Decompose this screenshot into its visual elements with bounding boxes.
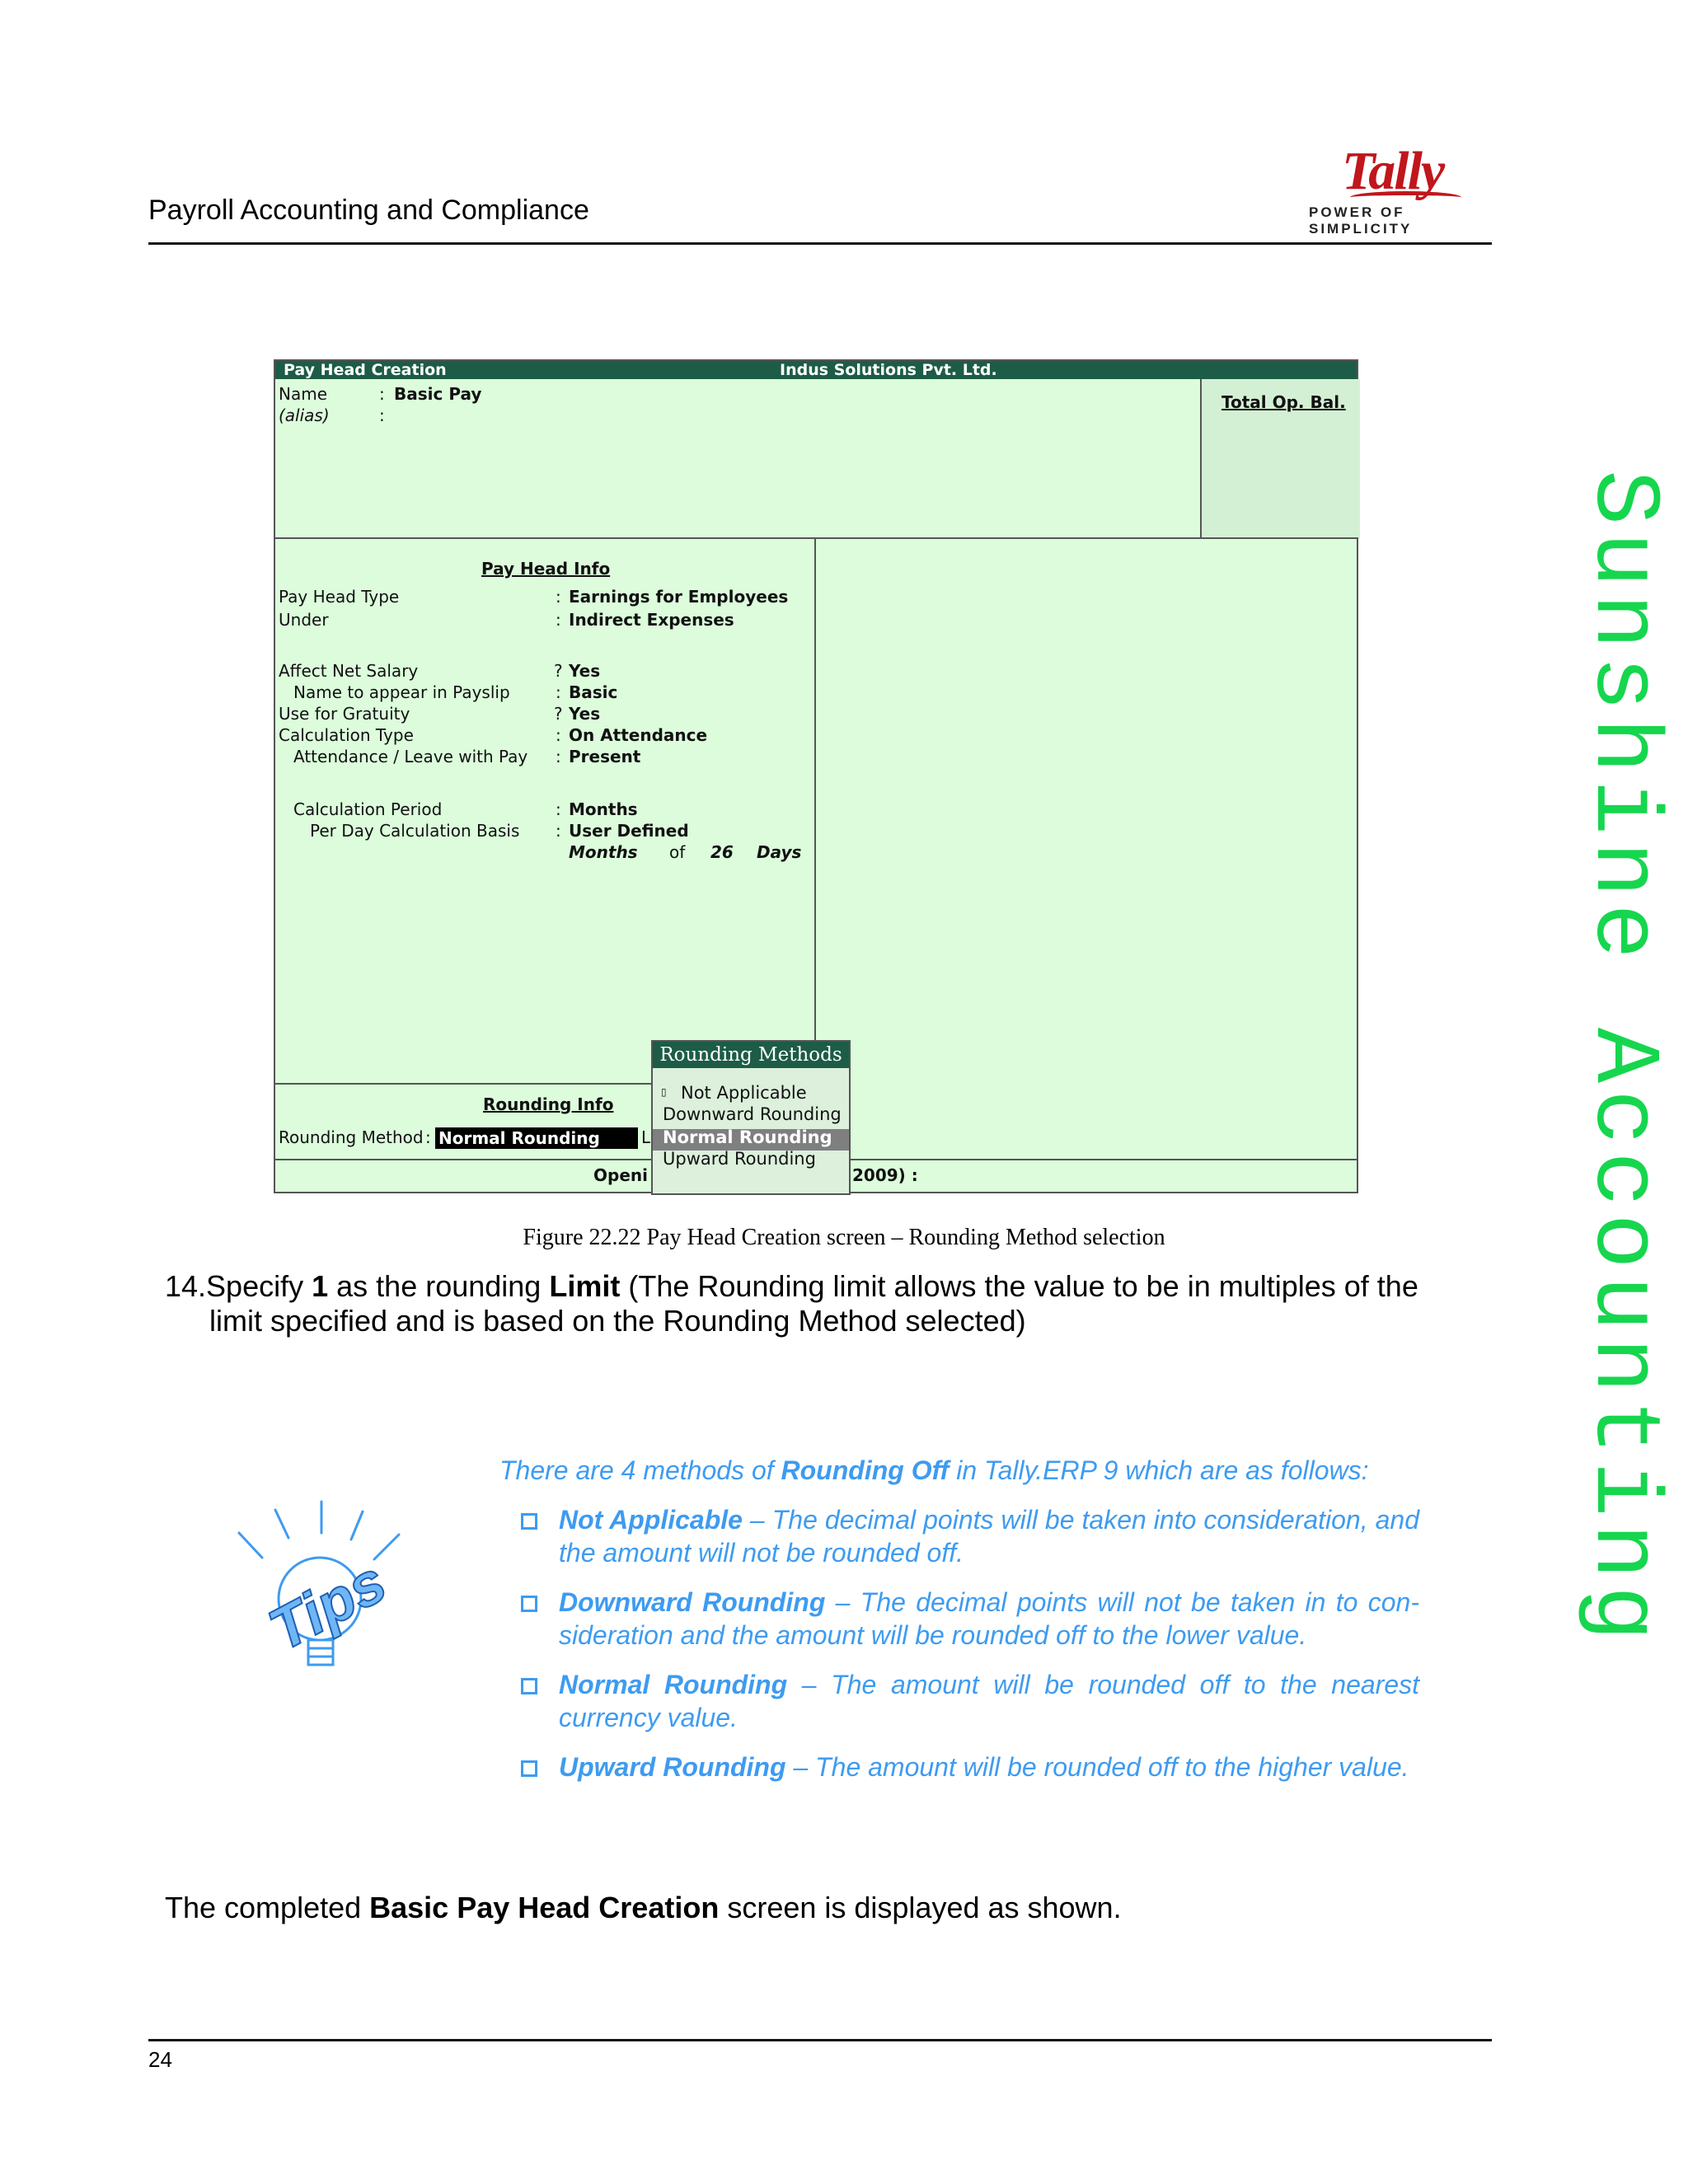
divider-top	[275, 537, 1358, 539]
total-op-bal-label: Total Op. Bal.	[1221, 392, 1346, 412]
field-value[interactable]: Earnings for Employees	[569, 587, 789, 607]
step-text: as the rounding	[328, 1269, 550, 1303]
closing-paragraph	[165, 1891, 1122, 1925]
field-sep: :	[556, 725, 561, 745]
tip-title: Downward Rounding	[559, 1587, 826, 1617]
tips-label: Tips	[258, 1549, 397, 1664]
square-bullet-icon	[521, 1760, 537, 1777]
step-text: Specify	[206, 1269, 312, 1303]
step-text: (The Rounding limit allows the value to be in multiples of the	[620, 1269, 1418, 1303]
alias-colon: :	[379, 405, 385, 425]
rounding-method-colon: :	[425, 1127, 431, 1147]
field-label: Affect Net Salary	[279, 661, 419, 681]
field-value[interactable]: Basic	[569, 682, 618, 702]
closing-text: The completed	[165, 1891, 370, 1924]
pay-head-info-heading: Pay Head Info	[481, 559, 611, 579]
tip-item	[559, 1586, 1419, 1652]
figure-caption: Figure 22.22 Pay Head Creation screen – Rounding Method selection	[523, 1225, 1165, 1250]
square-bullet-icon	[521, 1678, 537, 1694]
popup-marker-icon: ▯	[661, 1086, 667, 1098]
field-label: Name to appear in Payslip	[293, 682, 510, 702]
total-op-bal-panel	[1200, 379, 1360, 539]
step-bold-value: 1	[312, 1269, 329, 1303]
opening-balance-label: Openi	[593, 1165, 648, 1185]
days-label: Days	[757, 842, 802, 862]
field-label: Per Day Calculation Basis	[310, 821, 520, 841]
popup-item-downward-rounding[interactable]: Downward Rounding	[663, 1104, 842, 1124]
closing-bold: Basic Pay Head Creation	[369, 1891, 720, 1924]
divider-middle	[814, 537, 816, 1085]
tip-title: Normal Rounding	[559, 1670, 788, 1699]
step-bold-term: Limit	[549, 1269, 621, 1303]
days-value[interactable]: 26	[710, 842, 734, 862]
tip-text: – The decimal points will be taken into consideration, and the amount will not be rounded off.	[559, 1505, 1420, 1568]
tip-item	[559, 1503, 1419, 1569]
rounding-method-label: Rounding Method	[279, 1127, 424, 1147]
opening-balance-date: 2009) :	[852, 1165, 918, 1185]
step-continuation: limit specified and is based on the Rounding Method selected)	[209, 1304, 1026, 1338]
limit-label-fragment: L	[641, 1127, 651, 1147]
name-value[interactable]: Basic Pay	[394, 384, 482, 404]
header-rule	[148, 242, 1492, 245]
field-sep: :	[556, 610, 561, 630]
watermark: Sunshine Accounting	[1570, 470, 1675, 1648]
tips-intro-text: There are 4 methods of	[499, 1455, 781, 1485]
field-value[interactable]: Yes	[569, 661, 601, 681]
of-label: of	[669, 842, 686, 862]
field-label: Pay Head Type	[279, 587, 400, 607]
tip-item	[559, 1750, 1419, 1783]
field-value[interactable]: Present	[569, 747, 641, 766]
field-sep: ?	[554, 704, 563, 724]
field-value[interactable]: User Defined	[569, 821, 689, 841]
field-value[interactable]: Months	[569, 799, 638, 819]
divider-rounding	[275, 1083, 651, 1085]
field-sep: :	[556, 747, 561, 766]
tip-text: – The decimal points will not be taken in to con-sideration and the amount will be rounded off to the lower value.	[559, 1587, 1420, 1650]
rounding-info-heading: Rounding Info	[483, 1094, 614, 1114]
name-label: Name	[279, 384, 328, 404]
popup-item-not-applicable[interactable]: Not Applicable	[681, 1083, 807, 1103]
pay-head-creation-screen	[274, 359, 1358, 1193]
field-label: Use for Gratuity	[279, 704, 410, 724]
tips-intro-text: in Tally.ERP 9 which are as follows:	[949, 1455, 1369, 1485]
tips-lightbulb-icon	[223, 1492, 420, 1690]
field-value[interactable]: On Attendance	[569, 725, 708, 745]
tip-text: – The amount will be rounded off to the higher value.	[785, 1752, 1409, 1782]
field-sep: :	[556, 799, 561, 819]
rounding-methods-popup	[651, 1040, 851, 1195]
footer-rule	[148, 2039, 1492, 2041]
alias-label: (alias)	[279, 405, 330, 425]
field-sep: :	[556, 587, 561, 607]
step-number: 14.	[165, 1269, 207, 1303]
popup-title: Rounding Methods	[653, 1042, 849, 1068]
square-bullet-icon	[521, 1513, 537, 1530]
company-name: Indus Solutions Pvt. Ltd.	[780, 361, 997, 379]
tips-intro-bold: Rounding Off	[781, 1455, 950, 1485]
closing-text: screen is displayed as shown.	[719, 1891, 1122, 1924]
popup-item-upward-rounding[interactable]: Upward Rounding	[663, 1149, 816, 1169]
field-sep: ?	[554, 661, 563, 681]
square-bullet-icon	[521, 1596, 537, 1612]
field-label: Calculation Type	[279, 725, 414, 745]
tip-item	[559, 1668, 1419, 1734]
field-value[interactable]: Indirect Expenses	[569, 610, 734, 630]
logo-swoosh	[1350, 191, 1461, 204]
tally-logo	[1309, 140, 1498, 237]
step-instruction	[165, 1269, 1467, 1304]
field-sep: :	[556, 821, 561, 841]
popup-item-normal-rounding[interactable]: Normal Rounding	[663, 1127, 832, 1147]
running-header-title: Payroll Accounting and Compliance	[148, 194, 589, 226]
tip-title: Upward Rounding	[559, 1752, 786, 1782]
months-label: Months	[569, 842, 638, 862]
screen-title-bar	[275, 361, 1357, 379]
screen-title: Pay Head Creation	[284, 361, 447, 379]
field-value[interactable]: Yes	[569, 704, 601, 724]
tip-title: Not Applicable	[559, 1505, 743, 1535]
field-label: Calculation Period	[293, 799, 443, 819]
logo-tagline: POWER OF SIMPLICITY	[1309, 204, 1413, 237]
field-label: Under	[279, 610, 329, 630]
field-label: Attendance / Leave with Pay	[293, 747, 528, 766]
tip-text: – The amount will be rounded off to the nearest currency value.	[559, 1670, 1420, 1732]
page-number: 24	[148, 2047, 172, 2072]
name-colon: :	[379, 384, 385, 404]
logo-wordmark: Tally	[1342, 141, 1444, 201]
tips-intro	[499, 1454, 1369, 1487]
field-sep: :	[556, 682, 561, 702]
rounding-method-field[interactable]: Normal Rounding	[435, 1127, 638, 1149]
